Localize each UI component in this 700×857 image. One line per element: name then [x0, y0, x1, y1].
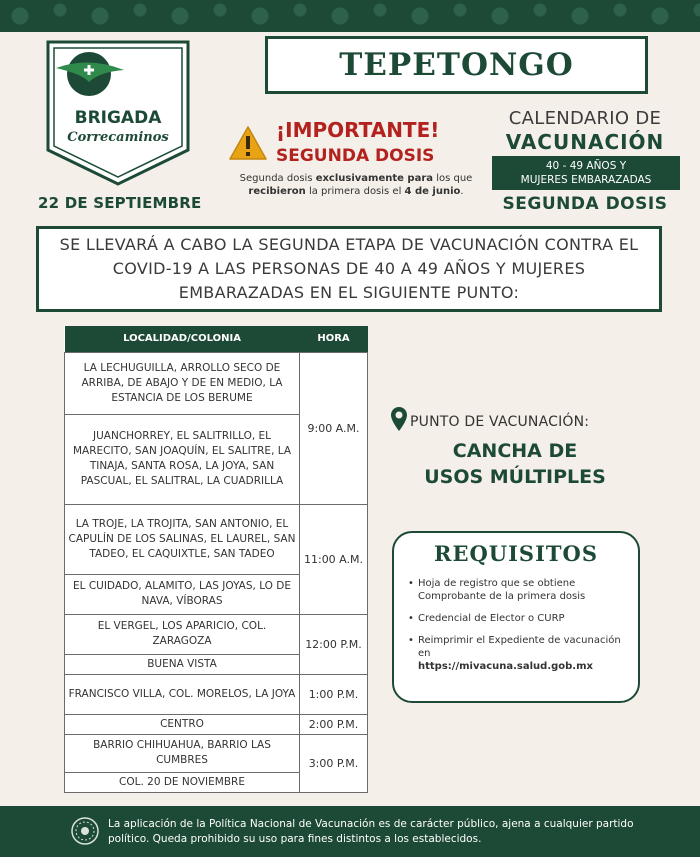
calendar-line-3: SEGUNDA DOSIS — [502, 194, 668, 214]
locality-cell: FRANCISCO VILLA, COL. MORELOS, LA JOYA — [65, 674, 300, 714]
table-row — [65, 714, 368, 734]
vaccination-point-label: PUNTO DE VACUNACIÓN: — [410, 414, 590, 430]
calendar-line-1: CALENDARIO DE — [508, 108, 662, 129]
footer-disclaimer: La aplicación de la Política Nacional de Vacunación es de carácter público, ajena a cualquier partido político. Queda prohibido su uso para fines distintos a los establecidos. — [108, 818, 634, 845]
locality-cell: CENTRO — [65, 714, 300, 734]
locality-cell: JUANCHORREY, EL SALITRILLO, EL MARECITO, SAN JOAQUÍN, EL SALITRE, LA TINAJA, SANTA ROSA, LA JOYA, SAN PASCUAL, EL SALITRAL, LA CUADRILLA — [65, 414, 300, 504]
locality-cell: EL CUIDADO, ALAMITO, LAS JOYAS, LO DE NAVA, VÍBORAS — [65, 574, 300, 614]
locality-cell: LA TROJE, LA TROJITA, SAN ANTONIO, EL CAPULÍN DE LOS SALINAS, EL LAUREL, SAN TADEO, EL CAQUIXTLE, SAN TADEO — [65, 504, 300, 574]
list-item: • Credencial de Elector o CURP — [408, 613, 565, 624]
important-title: ¡IMPORTANTE! — [276, 118, 440, 142]
town-title-box — [265, 36, 648, 94]
table-row — [65, 352, 368, 414]
important-subtitle: SEGUNDA DOSIS — [276, 146, 435, 166]
locality-cell: BARRIO CHIHUAHUA, BARRIO LAS CUMBRES — [65, 734, 300, 772]
top-decorative-band — [0, 0, 700, 32]
badge-subtitle: Correcaminos — [67, 130, 169, 145]
table-row — [65, 504, 368, 574]
requirements-list — [408, 577, 630, 682]
locality-cell: LA LECHUGUILLA, ARROLLO SECO DE ARRIBA, DE ABAJO Y DE EN MEDIO, LA ESTANCIA DE LOS BERUME — [65, 352, 300, 414]
hour-cell: 3:00 P.M. — [300, 734, 368, 792]
bullet-icon: • — [408, 613, 414, 624]
locality-cell: BUENA VISTA — [65, 654, 300, 674]
brigada-badge — [44, 38, 192, 188]
hour-cell: 12:00 P.M. — [300, 614, 368, 674]
warning-icon — [228, 125, 268, 161]
table-row — [65, 674, 368, 714]
bullet-icon: • — [408, 635, 414, 646]
list-item: • Hoja de registro que se obtiene Comprobante de la primera dosis — [408, 578, 586, 602]
government-seal-icon — [70, 816, 100, 846]
requirements-box — [392, 531, 640, 703]
calendar-line-2: VACUNACIÓN — [505, 130, 665, 154]
hour-cell: 9:00 A.M. — [300, 352, 368, 504]
schedule-table — [64, 326, 368, 793]
column-header-hour: HORA — [300, 326, 368, 352]
table-row — [65, 614, 368, 654]
requirements-title: REQUISITOS — [434, 541, 598, 566]
important-note: Segunda dosis exclusivamente para los que recibieron la primera dosis el 4 de junio. — [239, 173, 473, 197]
announcement-box — [36, 226, 662, 312]
calendar-age-band: 40 - 49 AÑOS Y MUJERES EMBARAZADAS — [492, 156, 680, 190]
locality-cell: EL VERGEL, LOS APARICIO, COL. ZARAGOZA — [65, 614, 300, 654]
hour-cell: 11:00 A.M. — [300, 504, 368, 614]
announcement-text: SE LLEVARÁ A CABO LA SEGUNDA ETAPA DE VACUNACIÓN CONTRA EL COVID-19 A LAS PERSONAS DE 40 A 49 AÑOS Y MUJERES EMBARAZADAS EN EL SIGUIENTE PUNTO: — [59, 235, 639, 302]
hour-cell: 1:00 P.M. — [300, 674, 368, 714]
hour-cell: 2:00 P.M. — [300, 714, 368, 734]
list-item: • Reimprimir el Expediente de vacunación en https://mivacuna.salud.gob.mx — [408, 635, 621, 672]
table-row — [65, 734, 368, 772]
vaccination-url-link[interactable]: https://mivacuna.salud.gob.mx — [418, 661, 593, 672]
locality-cell: COL. 20 DE NOVIEMBRE — [65, 772, 300, 792]
event-date: 22 DE SEPTIEMBRE — [38, 194, 202, 212]
location-pin-icon — [390, 406, 408, 432]
vaccination-place: CANCHA DE USOS MÚLTIPLES — [424, 440, 606, 488]
column-header-locality: LOCALIDAD/COLONIA — [65, 326, 300, 352]
badge-title: BRIGADA — [74, 108, 162, 128]
footer — [0, 806, 700, 857]
bullet-icon: • — [408, 578, 414, 589]
town-title: TEPETONGO — [339, 47, 574, 83]
